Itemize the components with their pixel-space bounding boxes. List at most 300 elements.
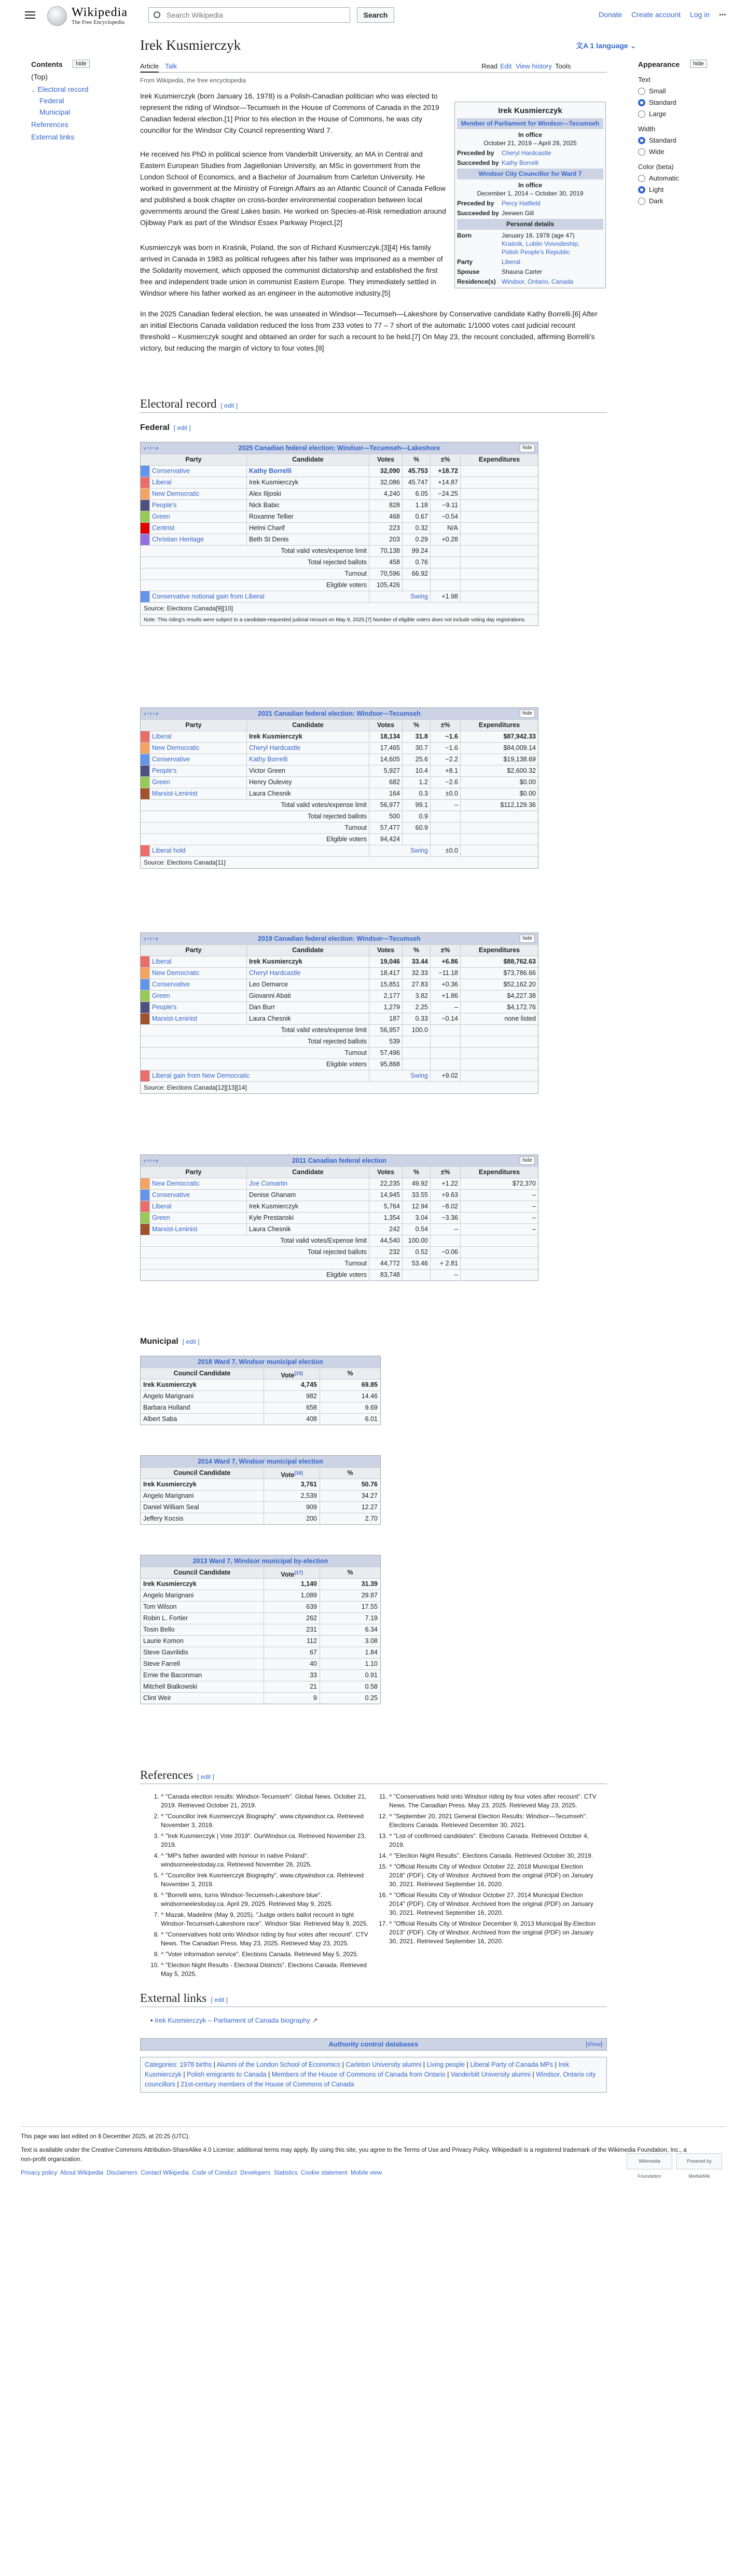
party-name[interactable]: Conservative (150, 979, 247, 990)
party-color-swatch (141, 477, 150, 488)
row-label: Residence(s) (457, 278, 496, 285)
toc-item-federal[interactable]: Federal (39, 96, 64, 105)
totals-row (141, 1246, 538, 1258)
table-title[interactable]: 2019 Canadian federal election: Windsor—Tecumseh (258, 935, 421, 942)
swing-label[interactable]: Swing (369, 591, 431, 602)
totals-votes: 56,957 (369, 1025, 403, 1036)
result-text[interactable]: Liberal hold (150, 845, 369, 856)
vote-change: +18.72 (431, 466, 461, 477)
citation-link[interactable]: [17] (294, 1570, 303, 1575)
candidate-name[interactable]: Roxanne Tellier (247, 511, 369, 522)
row-value: Shauna Carter (502, 268, 543, 275)
vote-count: 112 (264, 1636, 320, 1647)
candidate-name[interactable]: Henry Oulevey (247, 777, 369, 788)
vte-links[interactable]: v • t • e (144, 936, 159, 941)
category-link[interactable]: Liberal Party of Canada MPs (470, 2061, 554, 2068)
table-row (141, 499, 538, 511)
external-link-icon: ↗ (312, 2016, 318, 2024)
totals-percent: 0.76 (403, 557, 431, 568)
table-source[interactable]: Source: Elections Canada[11] (141, 856, 538, 868)
candidate-name[interactable]: Giovanni Abati (247, 991, 369, 1001)
vote-change: +1.86 (431, 991, 461, 1001)
table-hide-button[interactable]: hide (520, 1157, 535, 1165)
appearance-panel (638, 60, 726, 205)
party-name[interactable]: Green (150, 777, 247, 788)
header-percent: % (403, 720, 431, 731)
party-name[interactable]: Centrist (150, 523, 247, 534)
edit-link[interactable]: [ edit ] (182, 1338, 200, 1345)
table-title[interactable]: 2018 Ward 7, Windsor municipal election (141, 1356, 380, 1368)
option-label: Wide (649, 148, 665, 156)
candidate-name[interactable]: Beth St Denis (247, 534, 369, 545)
section-external (140, 1992, 607, 2007)
party-name[interactable]: Liberal (150, 1201, 247, 1212)
vote-percent: 3.82 (403, 991, 431, 1001)
category-separator: | (212, 2061, 217, 2068)
candidate-name[interactable]: Cheryl Hardcastle (247, 743, 369, 754)
table-row (141, 990, 538, 1001)
vote-count: 21 (264, 1681, 320, 1692)
row-value[interactable]: Kathy Borrelli (502, 159, 539, 166)
candidate-name[interactable]: Irek Kusmierczyk (247, 731, 369, 742)
authority-control-title[interactable] (141, 2039, 606, 2050)
vote-percent: 1.18 (403, 500, 431, 511)
vote-change: +14.87 (431, 477, 461, 488)
party-name[interactable]: Conservative (150, 754, 247, 765)
candidate-name: Jeffery Kocsis (141, 1513, 264, 1524)
totals-expenditure (461, 546, 538, 556)
expenditure: – (532, 1226, 536, 1233)
mp-succeeded-row (457, 159, 603, 167)
category-link[interactable]: Carleton University alumni (345, 2061, 422, 2068)
category-link[interactable]: Irek Kusmierczyk (145, 2061, 570, 2078)
totals-percent: 0.9 (403, 811, 431, 822)
party-name[interactable]: Marxist-Leninist (150, 1013, 247, 1024)
totals-change (431, 811, 461, 822)
born-place[interactable]: Kraśnik, Lublin Voivodeship, (502, 240, 580, 247)
vote-count: 14,945 (369, 1190, 403, 1201)
categories-label[interactable]: Categories: (145, 2061, 178, 2068)
expenditure: $72,370 (512, 1180, 536, 1187)
vote-count: 982 (264, 1391, 320, 1402)
in-office-label: In office (518, 131, 542, 138)
candidate-name[interactable]: Alex Ilijoski (247, 489, 369, 499)
table-title[interactable]: 2013 Ward 7, Windsor municipal by-election (141, 1555, 380, 1567)
reference-item: 15. ^ "Official Results City of Windsor October 22, 2018 Municipal Election 2018" (PDF). City of Windsor. Archived from the original (PDF) on January 30, 2021. Retrieved September 16, 2020. (389, 1862, 598, 1889)
infobox-mp-header[interactable]: Member of Parliament for Windsor—Tecumseh (457, 118, 603, 129)
footer-links[interactable]: Privacy policy About Wikipedia Disclaimers Contact Wikipedia Code of Conduct Developers Statistics Cookie statement Mobile view (21, 2170, 382, 2176)
totals-expenditure (461, 1258, 538, 1269)
table-header-row (141, 719, 538, 731)
candidate-name[interactable]: Laura Chesnik (247, 1013, 369, 1024)
expenditure: $84,009.14 (503, 744, 536, 751)
width-standard-option[interactable] (638, 136, 726, 144)
tab-article[interactable]: Article (140, 62, 159, 73)
category-link[interactable]: 21st-century members of the House of Commons of Canada (181, 2081, 354, 2088)
party-name[interactable]: Christian Heritage (150, 534, 247, 545)
vote-change: ±0.0 (431, 788, 461, 799)
candidate-name[interactable]: Kathy Borrelli (247, 754, 369, 765)
municipal-table-2014 (140, 1455, 381, 1525)
party-name[interactable]: Marxist-Leninist (150, 788, 247, 799)
category-link[interactable]: Polish emigrants to Canada (187, 2071, 267, 2078)
vote-percent: 9.69 (365, 1404, 378, 1411)
row-value[interactable]: Percy Hatfield (502, 200, 541, 207)
vte-links[interactable]: v • t • e (144, 1158, 159, 1163)
totals-percent: 0.52 (403, 1247, 431, 1258)
show-button[interactable]: [show] (586, 2041, 602, 2048)
party-name[interactable]: People's (150, 1002, 247, 1013)
table-caption[interactable] (141, 708, 538, 719)
table-row (141, 1379, 380, 1390)
category-separator: | (530, 2071, 536, 2078)
row-label: Preceded by (457, 149, 494, 157)
vote-count: 639 (264, 1602, 320, 1612)
totals-change (431, 834, 461, 845)
radio-icon[interactable] (638, 186, 645, 193)
edit-link[interactable]: [ edit ] (197, 1773, 214, 1780)
table-hide-button[interactable]: hide (520, 709, 535, 718)
table-row (141, 1201, 538, 1212)
party-name[interactable]: Green (150, 1213, 247, 1223)
radio-icon[interactable] (638, 88, 645, 95)
party-name[interactable]: Green (150, 511, 247, 522)
color-label: Color (beta) (638, 163, 674, 171)
toc-item-electoral[interactable] (31, 85, 99, 93)
table-caption[interactable] (141, 933, 538, 944)
radio-icon[interactable] (638, 198, 645, 205)
infobox-council-header[interactable]: Windsor City Councillor for Ward 7 (457, 169, 603, 179)
totals-row (141, 579, 538, 591)
header-change: ±% (431, 1167, 461, 1178)
party-name[interactable]: Liberal (150, 731, 247, 742)
wikimedia-badge[interactable]: Wikimedia Foundation (627, 2153, 672, 2169)
edit-link[interactable]: [ edit ] (211, 1996, 228, 2003)
candidate-name[interactable]: Irek Kusmierczyk (247, 477, 369, 488)
vote-count: 909 (264, 1502, 320, 1513)
candidate-name[interactable]: Kyle Prestanski (247, 1213, 369, 1223)
tab-history[interactable]: View history (516, 62, 552, 70)
table-row (141, 511, 538, 522)
party-name[interactable]: People's (150, 500, 247, 511)
radio-icon[interactable] (638, 99, 645, 106)
vote-change: – (431, 1224, 461, 1235)
header-candidate: Candidate (247, 454, 369, 465)
vote-percent: 25.6 (403, 754, 431, 765)
expenditure (461, 500, 538, 511)
expenditure: none listed (504, 1015, 536, 1022)
totals-expenditure (461, 580, 538, 591)
vote-percent: 0.3 (403, 788, 431, 799)
external-link[interactable]: Irek Kusmierczyk – Parliament of Canada biography (155, 2016, 311, 2024)
personal-details-header: Personal details (457, 219, 603, 230)
expenditure (461, 534, 538, 545)
totals-votes: 539 (369, 1036, 403, 1047)
category-link[interactable]: 1978 births (179, 2061, 212, 2068)
party-name[interactable]: New Democratic (150, 743, 247, 754)
municipal-table-2013 (140, 1555, 381, 1704)
tab-edit[interactable]: Edit (500, 62, 512, 70)
born-country[interactable]: Polish People's Republic (502, 248, 570, 256)
language-icon: 文A (576, 41, 590, 50)
radio-icon[interactable] (638, 110, 645, 118)
candidate-name[interactable]: Irek Kusmierczyk (247, 1201, 369, 1212)
candidate-name: Ernie the Baconman (141, 1670, 264, 1681)
table-title[interactable]: 2021 Canadian federal election: Windsor—Tecumseh (258, 710, 421, 717)
totals-label: Eligible voters (141, 580, 369, 591)
table-row (141, 1669, 380, 1681)
totals-expenditure (461, 1247, 538, 1258)
table-row (141, 1413, 380, 1425)
candidate-name[interactable]: Victor Green (247, 765, 369, 776)
table-hide-button[interactable]: hide (520, 444, 535, 452)
row-value[interactable]: Windsor, Ontario, Canada (502, 278, 574, 285)
totals-label: Total rejected ballots (141, 811, 369, 822)
table-source[interactable]: Source: Elections Canada[9][10] (141, 602, 538, 614)
totals-row (141, 1258, 538, 1269)
vote-percent: 27.83 (403, 979, 431, 990)
vote-count: 1,089 (264, 1590, 320, 1601)
vote-count: 19,046 (369, 956, 403, 967)
party-name[interactable]: Liberal (150, 477, 247, 488)
last-edited: This page was last edited on 8 December 2025, at 20:25 (UTC). (21, 2134, 190, 2140)
radio-icon[interactable] (638, 148, 645, 156)
candidate-name[interactable]: Irek Kusmierczyk (247, 956, 369, 967)
vote-change: −1.6 (431, 731, 461, 742)
section-title: Electoral record (140, 397, 217, 410)
page-title: Irek Kusmierczyk (140, 37, 241, 53)
vte-links[interactable]: v • t • e (144, 711, 159, 716)
totals-votes: 458 (369, 557, 403, 568)
more-options-icon[interactable]: ⋯ (719, 10, 726, 19)
totals-change (431, 1025, 461, 1036)
donate-link[interactable]: Donate (599, 10, 622, 19)
text-standard-option[interactable] (638, 99, 726, 106)
authority-control (140, 2038, 607, 2051)
result-text[interactable]: Conservative notional gain from Liberal (150, 591, 369, 602)
party-name[interactable]: Conservative (150, 466, 247, 477)
category-link[interactable]: Vanderbilt University alumni (450, 2071, 531, 2078)
candidate-name: Irek Kusmierczyk (141, 1579, 264, 1590)
language-button[interactable]: 文A 1 language ⌄ (576, 41, 637, 50)
header-expenditures: Expenditures (478, 1168, 520, 1176)
radio-icon[interactable] (638, 175, 645, 182)
width-wide-option[interactable] (638, 148, 726, 156)
candidate-name: Angelo Marignani (141, 1590, 264, 1601)
tab-talk[interactable]: Talk (165, 62, 177, 70)
license-text: Text is available under the Creative Commons Attribution-ShareAlike 4.0 License; additional terms may apply. By using this site, you agree to the Terms of Use and Privacy Policy. Wikipedia® is a registered trademark of the Wikimedia Foundation, Inc., a non-profit organization. (21, 2147, 687, 2163)
category-separator: | (465, 2061, 471, 2068)
totals-row (141, 568, 538, 579)
party-name[interactable]: Green (150, 991, 247, 1001)
expenditure: – (532, 1214, 536, 1221)
candidate-name[interactable]: Nick Babic (247, 500, 369, 511)
party-color-swatch (141, 743, 150, 754)
totals-expenditure (461, 834, 538, 845)
edit-link[interactable]: [ edit ] (173, 424, 191, 431)
main-menu-icon[interactable] (25, 10, 35, 18)
table-title[interactable]: 2011 Canadian federal election (292, 1157, 387, 1164)
create-account-link[interactable]: Create account (631, 10, 681, 19)
party-color-swatch (141, 1178, 150, 1189)
header-percent: % (347, 1469, 353, 1477)
edit-link[interactable]: [ edit ] (220, 402, 238, 409)
expenditure (461, 523, 538, 534)
row-label: Succeeded by (457, 210, 499, 217)
toc-item-top[interactable]: (Top) (31, 73, 48, 81)
candidate-name[interactable]: Joe Comartin (247, 1178, 369, 1189)
navbox-title[interactable]: Authority control databases (328, 2040, 419, 2048)
party-color-swatch (141, 991, 150, 1001)
table-note: Note: This riding's results were subject to a candidate-requested judicial recount on May 9, 2025.[7] Number of eligible voters does not include voting day registrations. (141, 614, 538, 625)
vte-links[interactable]: v • t • e (144, 445, 159, 451)
search-box[interactable] (148, 7, 350, 23)
vote-change: −11.18 (431, 968, 461, 979)
totals-votes: 70,596 (369, 568, 403, 579)
row-label: Succeeded by (457, 159, 499, 166)
party-name[interactable]: Liberal (150, 956, 247, 967)
table-row (141, 956, 538, 967)
result-text[interactable]: Liberal gain from New Democratic (150, 1070, 369, 1081)
totals-row (141, 799, 538, 811)
row-value[interactable]: Liberal (502, 258, 521, 266)
row-value: Jeewen Gill (502, 210, 534, 217)
table-hide-button[interactable]: hide (520, 935, 535, 943)
color-automatic-option[interactable] (638, 174, 726, 182)
candidate-name[interactable]: Kathy Borrelli (247, 466, 369, 477)
table-title[interactable]: 2025 Canadian federal election: Windsor—Tecumseh—Lakeshore (238, 444, 440, 452)
party-name[interactable]: New Democratic (150, 489, 247, 499)
text-large-option[interactable] (638, 110, 726, 118)
totals-row (141, 1235, 538, 1246)
category-separator: | (181, 2071, 187, 2078)
table-caption[interactable] (141, 442, 538, 454)
wordmark[interactable]: Wikipedia (72, 6, 128, 19)
totals-change (431, 1235, 461, 1246)
party-name[interactable]: Conservative (150, 1190, 247, 1201)
category-link[interactable]: Alumni of the London School of Economics (216, 2061, 341, 2068)
candidate-name[interactable]: Helmi Charif (247, 523, 369, 534)
search-input[interactable] (165, 10, 321, 20)
categories-box (140, 2057, 607, 2093)
vote-change: −2.6 (431, 777, 461, 788)
category-link[interactable]: Members of the House of Commons of Canada from Ontario (271, 2071, 446, 2078)
election-table-2011 (140, 1154, 538, 1281)
mp-preceded-row (457, 149, 603, 157)
tab-read[interactable]: Read (481, 62, 498, 70)
vote-percent: 2.70 (365, 1515, 378, 1522)
header-party: Party (141, 720, 247, 731)
category-separator: | (421, 2061, 427, 2068)
candidate-name: Robin L. Fortier (141, 1613, 264, 1624)
row-value[interactable]: Cheryl Hardcastle (502, 149, 551, 157)
party-color-swatch (141, 1224, 150, 1235)
table-row (141, 1658, 380, 1669)
vote-count: 2,539 (264, 1491, 320, 1501)
vote-percent: 45.747 (403, 477, 431, 488)
candidate-name[interactable]: Cheryl Hardcastle (247, 968, 369, 979)
login-link[interactable]: Log in (689, 10, 710, 19)
color-light-option[interactable] (638, 186, 726, 193)
citation-link[interactable]: [16] (294, 1470, 303, 1475)
totals-percent (403, 1036, 431, 1047)
table-header-row (141, 1567, 380, 1578)
swing-value: +9.02 (431, 1070, 461, 1081)
candidate-name[interactable]: Denise Ghanam (247, 1190, 369, 1201)
swing-label[interactable]: Swing (369, 845, 431, 856)
totals-label: Total rejected ballots (141, 557, 369, 568)
vote-count: 32,086 (369, 477, 403, 488)
toc-item-municipal[interactable]: Municipal (39, 108, 71, 116)
vote-count: 262 (264, 1613, 320, 1624)
toc-item-references[interactable]: References (31, 120, 68, 129)
party-name[interactable]: New Democratic (150, 968, 247, 979)
references-column-2 (379, 1792, 607, 1981)
category-list (145, 2061, 596, 2088)
table-title[interactable]: 2014 Ward 7, Windsor municipal election (141, 1456, 380, 1467)
vote-percent: 0.33 (403, 1013, 431, 1024)
reference-item: 11. ^ "Conservatives hold onto Windsor riding by four votes after recount". CTV News. The Canadian Press. May 23, 2025. Retrieved May 23, 2025. (389, 1792, 598, 1810)
totals-label: Turnout (141, 823, 369, 833)
vote-change: +0.28 (431, 534, 461, 545)
vote-count: 22,235 (369, 1178, 403, 1189)
toc-hide-button[interactable]: hide (73, 60, 90, 68)
tab-tools[interactable]: Tools (555, 62, 571, 70)
candidate-name[interactable]: Dan Burr (247, 1002, 369, 1013)
option-label: Small (649, 87, 666, 95)
text-small-option[interactable] (638, 87, 726, 95)
vote-count: 4,240 (369, 489, 403, 499)
swing-label[interactable]: Swing (369, 1070, 431, 1081)
appearance-hide-button[interactable]: hide (690, 60, 707, 68)
candidate-name: Irek Kusmierczyk (141, 1479, 264, 1490)
wikipedia-logo-icon[interactable] (47, 6, 67, 26)
vote-count: 9 (264, 1693, 320, 1704)
radio-icon[interactable] (638, 137, 645, 144)
candidate-name[interactable]: Laura Chesnik (247, 1224, 369, 1235)
party-color-swatch (141, 500, 150, 511)
party-name[interactable]: People's (150, 765, 247, 776)
party-name[interactable]: Marxist-Leninist (150, 1224, 247, 1235)
table-caption[interactable] (141, 1155, 538, 1166)
table-row (141, 1601, 380, 1612)
vote-percent: 31.8 (403, 731, 431, 742)
totals-label: Total valid votes/expense limit (141, 546, 369, 556)
totals-row (141, 811, 538, 822)
color-dark-option[interactable] (638, 197, 726, 205)
vote-percent: 1.2 (403, 777, 431, 788)
category-separator: | (266, 2071, 272, 2078)
candidate-name: Tom Wilson (141, 1602, 264, 1612)
table-source[interactable]: Source: Elections Canada[12][13][14] (141, 1081, 538, 1093)
candidate-name[interactable]: Laura Chesnik (247, 788, 369, 799)
candidate-name[interactable]: Leo Demarce (247, 979, 369, 990)
vote-percent: 1.10 (365, 1660, 378, 1667)
table-row (141, 534, 538, 545)
search-button[interactable]: Search (357, 7, 394, 23)
citation-link[interactable]: [15] (294, 1371, 303, 1376)
expenditure (461, 511, 538, 522)
party-name[interactable]: New Democratic (150, 1178, 247, 1189)
toc-item-external[interactable]: External links (31, 133, 75, 141)
municipal-table-2018 (140, 1356, 381, 1425)
candidate-name: Steve Gavrilidis (141, 1647, 264, 1658)
category-link[interactable]: Living people (426, 2061, 465, 2068)
totals-percent: 99.24 (403, 546, 431, 556)
category-link[interactable]: Windsor, Ontario city councillors (145, 2071, 596, 2088)
mediawiki-badge[interactable]: Powered by MediaWiki (676, 2153, 722, 2169)
chevron-down-icon[interactable]: ⌄ (31, 88, 36, 93)
